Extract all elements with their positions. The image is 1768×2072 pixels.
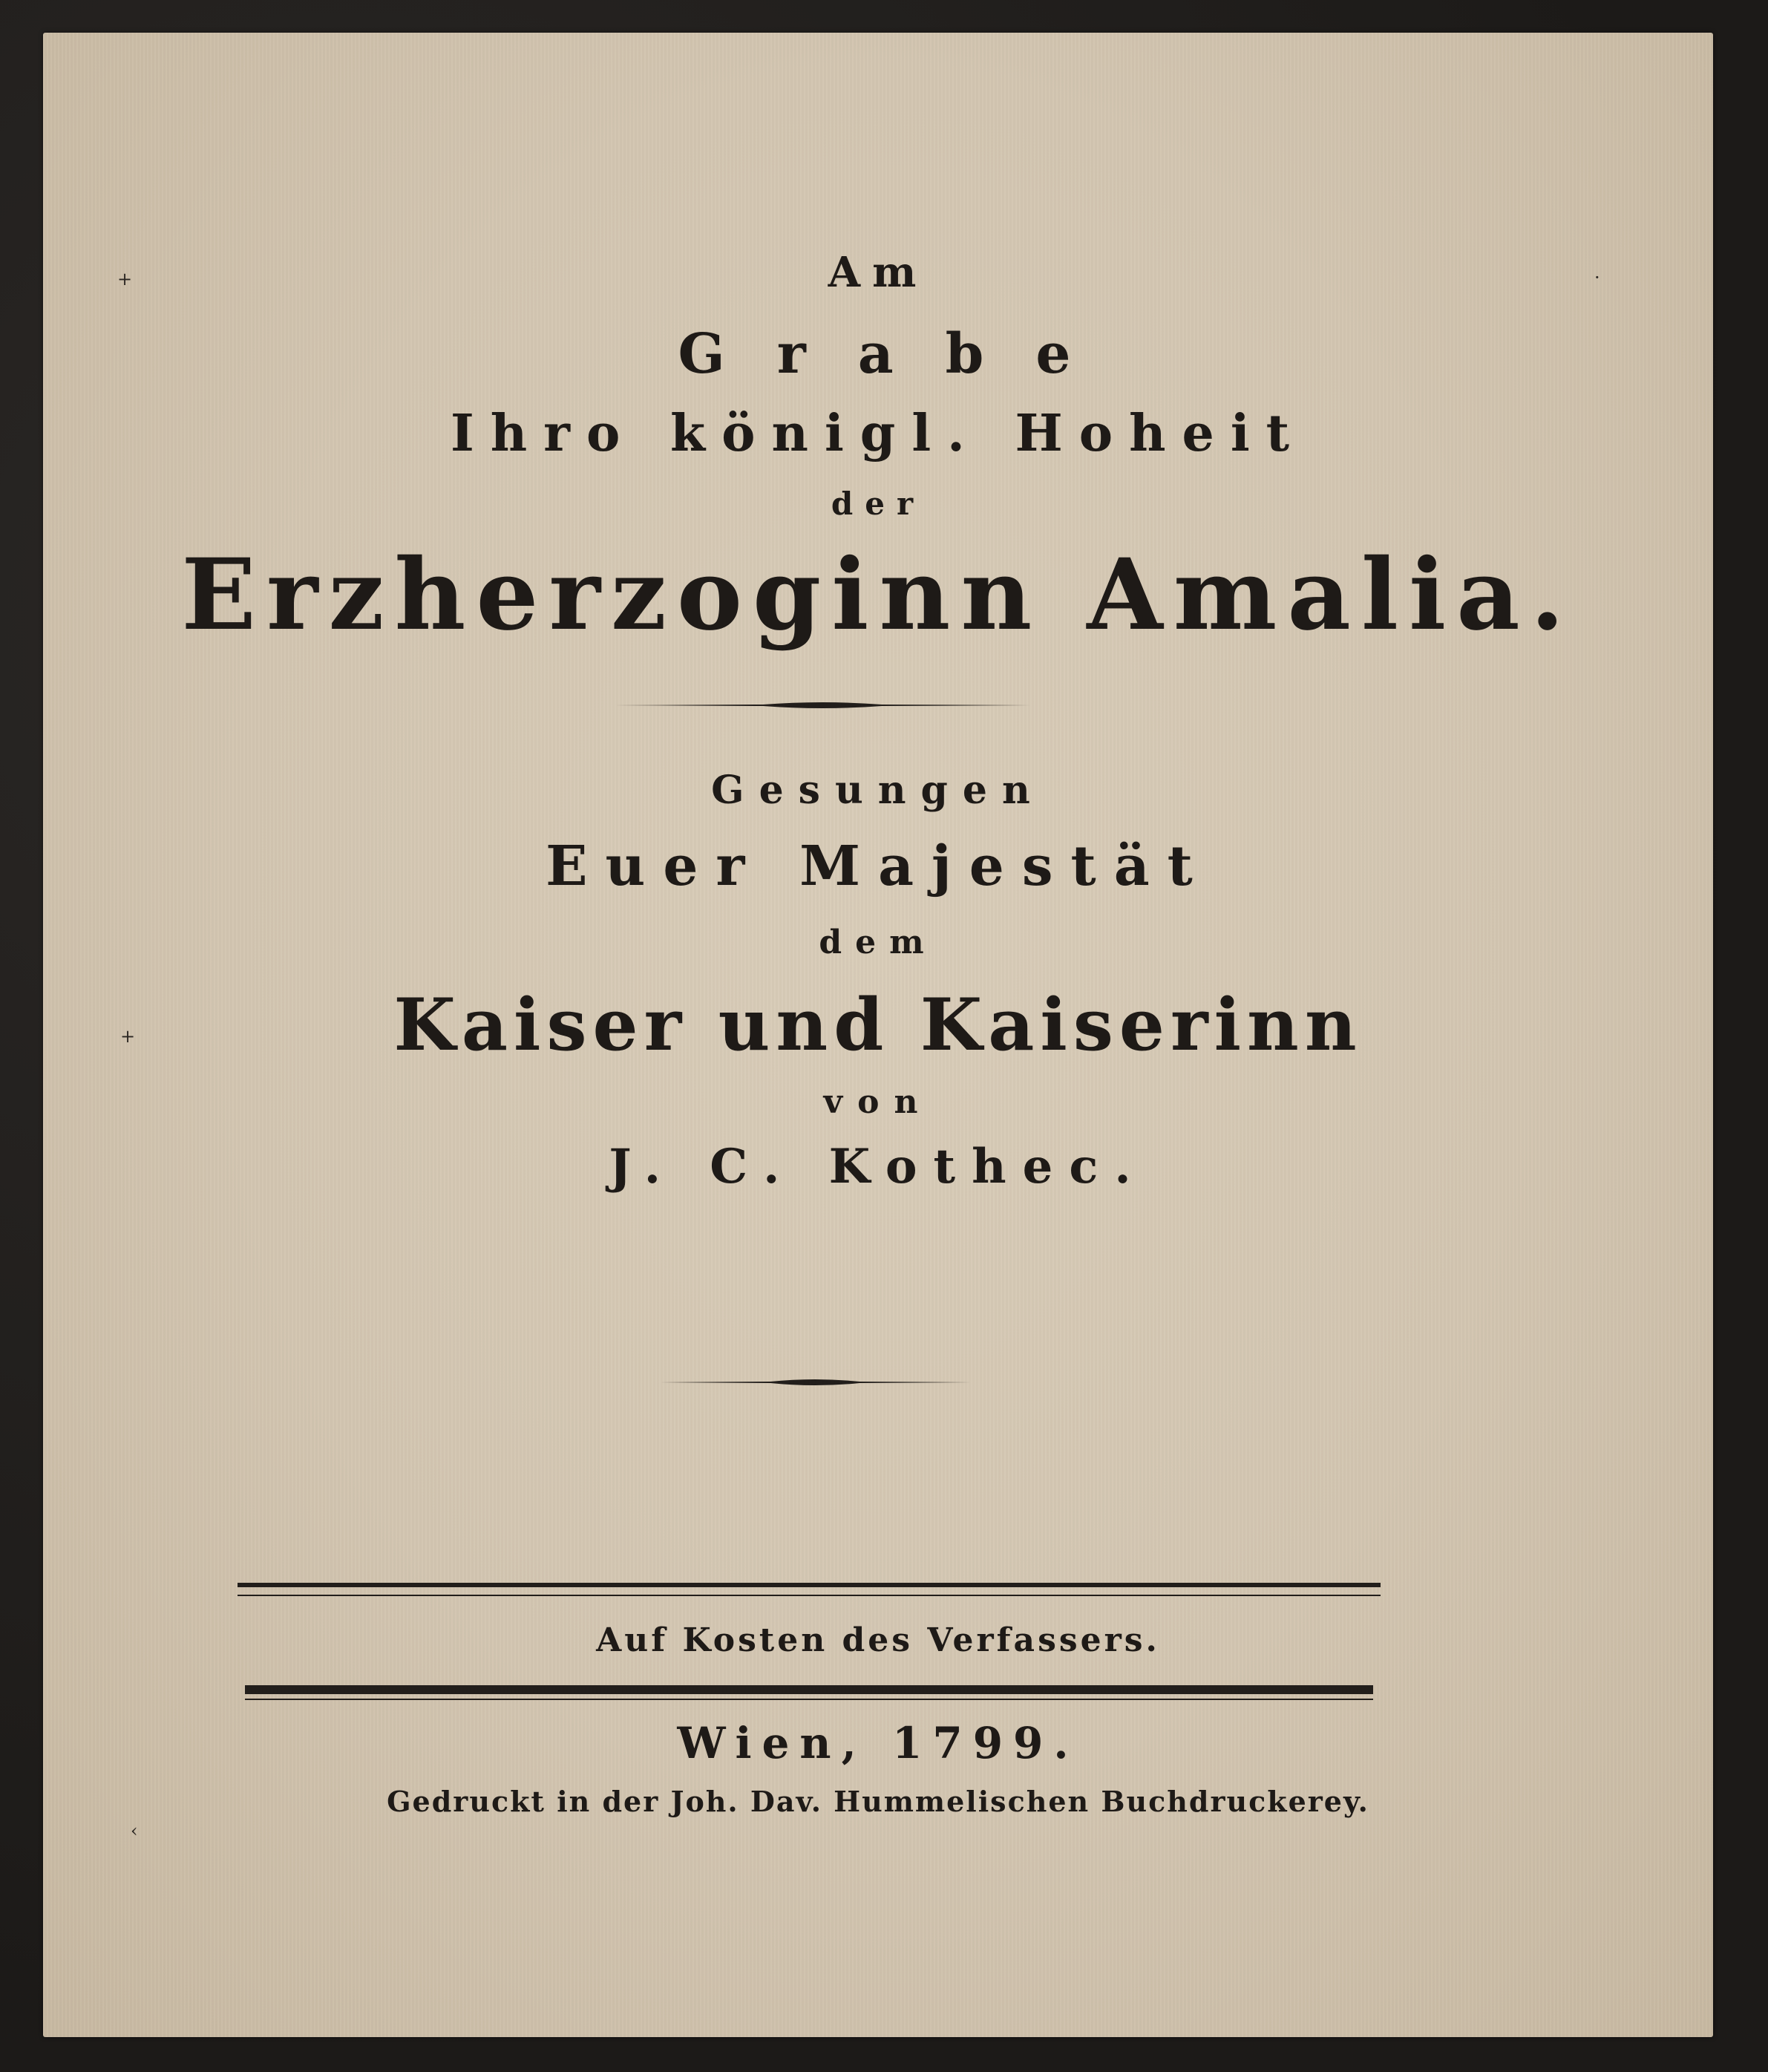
title-line-am: Am (828, 248, 929, 297)
ink-speck: · (1594, 267, 1600, 288)
title-page (43, 33, 1713, 2037)
title-line-von: von (823, 1083, 933, 1121)
ink-speck: + (120, 1026, 136, 1047)
title-line-grabe: Grabe (678, 322, 1123, 386)
author-name: J. C. Kothec. (609, 1139, 1147, 1194)
imprint-printer: Gedruckt in der Joh. Dav. Hummelischen Buchdruckerey. (387, 1785, 1369, 1818)
title-line-dem: dem (819, 924, 937, 961)
double-rule-thick (238, 1583, 1381, 1587)
title-line-name: Erzherzoginn Amalia. (181, 537, 1575, 653)
title-line-gesungen: Gesungen (711, 768, 1045, 813)
double-rule-thin (238, 1595, 1381, 1596)
imprint-place-year: Wien, 1799. (677, 1718, 1079, 1768)
heavy-rule (245, 1685, 1373, 1694)
title-line-kaiser: Kaiser und Kaiserinn (393, 983, 1363, 1067)
title-line-ihro: Ihro königl. Hoheit (450, 404, 1306, 463)
ornamental-rule (615, 699, 1030, 711)
ornamental-rule (659, 1376, 971, 1388)
title-line-der: der (831, 486, 926, 522)
title-line-majestat: Euer Majestät (546, 834, 1211, 898)
ink-speck: + (117, 269, 133, 290)
ink-speck: ‹ (131, 1820, 138, 1841)
heavy-rule-thin (245, 1699, 1373, 1700)
cost-note: Auf Kosten des Verfassers. (596, 1621, 1160, 1659)
